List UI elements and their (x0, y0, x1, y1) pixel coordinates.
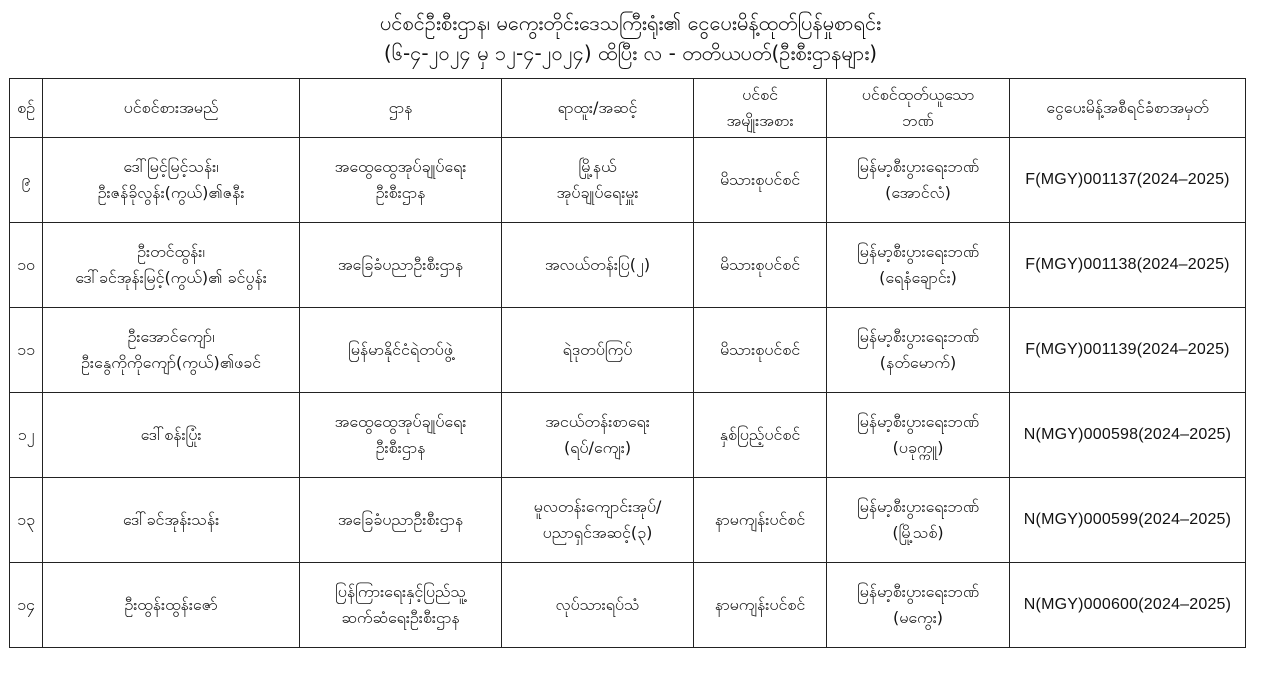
cell-bank-line: (အောင်လံ) (885, 183, 951, 202)
document-title (0, 8, 1261, 68)
pension-report-table (9, 78, 1246, 648)
cell-pension-type-line: မိသားစုပင်စင် (719, 340, 801, 359)
cell-rank (502, 138, 694, 223)
cell-bank-line: (မကွေး) (892, 608, 944, 627)
cell-department-line: ဆက်ဆံရေးဦးစီးဌာန (341, 608, 460, 627)
cell-pensioner-name-line: ဒေါ်စန်းပြုံး (140, 425, 202, 444)
cell-bank-line: မြန်မာ့စီးပွားရေးဘဏ် (856, 242, 980, 261)
cell-pension-type-line: နှစ်ပြည့်ပင်စင် (719, 425, 801, 444)
cell-rank-line: အလယ်တန်းပြ(၂) (544, 255, 651, 274)
cell-serial (10, 223, 43, 308)
cell-serial (10, 308, 43, 393)
cell-rank-line: အငယ်တန်းစာရေး (545, 412, 650, 431)
cell-report-number-line: N(MGY)000600(2024–2025) (1023, 596, 1232, 613)
cell-bank-line: မြန်မာ့စီးပွားရေးဘဏ် (856, 157, 980, 176)
cell-pension-type-line: မိသားစုပင်စင် (719, 170, 801, 189)
cell-pension-type-line: နာမကျန်းပင်စင် (714, 595, 806, 614)
header-report-number: ငွေပေးမိန့်အစီရင်ခံစာအမှတ် (1010, 79, 1246, 138)
cell-bank-line: မြန်မာ့စီးပွားရေးဘဏ် (856, 412, 980, 431)
cell-department (300, 478, 502, 563)
cell-report-number-line: F(MGY)001138(2024–2025) (1025, 256, 1230, 273)
cell-bank (827, 478, 1010, 563)
table-row (10, 478, 1246, 563)
cell-report-number-line: F(MGY)001137(2024–2025) (1025, 171, 1230, 188)
cell-bank-line: မြန်မာ့စီးပွားရေးဘဏ် (856, 582, 980, 601)
table-body (10, 138, 1246, 648)
cell-report-number (1010, 478, 1246, 563)
table-row (10, 308, 1246, 393)
cell-bank-line: (နတ်မောက်) (879, 353, 957, 372)
header-pension-type: ပင်စင် အမျိုးအစား (694, 79, 827, 138)
cell-pensioner-name-line: ဦးထွန်းထွန်းဇော် (124, 595, 218, 614)
cell-pensioner-name-line: ဦးအောင်ကျော်၊ (127, 327, 215, 346)
cell-department (300, 563, 502, 648)
cell-serial-line: ၁၀ (17, 255, 35, 274)
cell-department-line: ဦးစီးဌာန (375, 438, 426, 457)
cell-report-number (1010, 563, 1246, 648)
cell-bank-line: မြန်မာ့စီးပွားရေးဘဏ် (856, 327, 980, 346)
header-pensioner-name: ပင်စင်စားအမည် (43, 79, 300, 138)
cell-department (300, 308, 502, 393)
cell-serial-line: ၁၂ (17, 425, 35, 444)
cell-report-number (1010, 138, 1246, 223)
cell-bank-line: မြန်မာ့စီးပွားရေးဘဏ် (856, 497, 980, 516)
cell-serial (10, 393, 43, 478)
cell-pensioner-name-line: ဒေါ်မြင့်မြင့်သန်း၊ (123, 157, 219, 176)
header-rank: ရာထူး/အဆင့် (502, 79, 694, 138)
table-header-row (10, 79, 1246, 138)
cell-rank (502, 478, 694, 563)
cell-department (300, 393, 502, 478)
cell-department-line: အထွေထွေအုပ်ချုပ်ရေး (334, 157, 467, 176)
table-row (10, 138, 1246, 223)
cell-bank-line: (ရေနံချောင်း) (879, 268, 957, 287)
cell-pension-type-line: မိသားစုပင်စင် (719, 255, 801, 274)
cell-pension-type (694, 478, 827, 563)
cell-pensioner-name-line: ဒေါ်ခင်အုန်းသန်း (122, 510, 220, 529)
cell-bank-line: (မြို့သစ်) (892, 523, 944, 542)
cell-department (300, 223, 502, 308)
cell-serial (10, 563, 43, 648)
cell-report-number-line: N(MGY)000599(2024–2025) (1023, 511, 1232, 528)
cell-pension-type (694, 563, 827, 648)
cell-rank (502, 393, 694, 478)
cell-rank (502, 563, 694, 648)
header-serial: စဉ် (10, 79, 43, 138)
cell-pensioner-name (43, 393, 300, 478)
cell-rank-line: လုပ်သားရပ်သံ (555, 595, 640, 614)
cell-rank-line: ရဲဒုတပ်ကြပ် (562, 340, 633, 359)
cell-pension-type (694, 138, 827, 223)
cell-pensioner-name (43, 478, 300, 563)
cell-department-line: မြန်မာနိုင်ငံရဲတပ်ဖွဲ့ (348, 340, 453, 359)
cell-bank (827, 223, 1010, 308)
cell-rank (502, 223, 694, 308)
cell-report-number (1010, 393, 1246, 478)
cell-pensioner-name-line: ဒေါ်ခင်အုန်းမြင့်(ကွယ်)၏ ခင်ပွန်း (75, 268, 267, 287)
cell-pension-type (694, 223, 827, 308)
cell-department-line: ပြန်ကြားရေးနှင့်ပြည်သူ့ (335, 582, 466, 601)
cell-rank-line: ပညာရှင်အဆင့်(၃) (542, 523, 653, 542)
cell-department-line: ဦးစီးဌာန (375, 183, 426, 202)
cell-bank-line: (ပခုက္ကူ) (892, 438, 944, 457)
cell-bank (827, 308, 1010, 393)
cell-report-number-line: N(MGY)000598(2024–2025) (1023, 426, 1232, 443)
table-row (10, 393, 1246, 478)
cell-department-line: အခြေခံပညာဦးစီးဌာန (337, 510, 464, 529)
cell-report-number (1010, 223, 1246, 308)
cell-department (300, 138, 502, 223)
cell-serial-line: ၁၃ (17, 510, 35, 529)
table-row (10, 223, 1246, 308)
cell-pensioner-name (43, 223, 300, 308)
cell-serial (10, 138, 43, 223)
cell-pensioner-name-line: ဦးနွေကိုကိုကျော်(ကွယ်)၏ဖခင် (81, 353, 261, 372)
header-department: ဌာန (300, 79, 502, 138)
cell-serial-line: ၉ (21, 170, 31, 189)
cell-pensioner-name (43, 563, 300, 648)
cell-report-number-line: F(MGY)001139(2024–2025) (1025, 341, 1230, 358)
cell-serial (10, 478, 43, 563)
title-line-1: ပင်စင်ဦးစီးဌာန၊ မကွေးတိုင်းဒေသကြီးရုံး၏ ငွေပေးမိန့်ထုတ်ပြန်မှုစာရင်း (379, 11, 882, 35)
cell-pensioner-name-line: ဦးတင်ထွန်း၊ (137, 242, 205, 261)
cell-pension-type (694, 308, 827, 393)
cell-serial-line: ၁၄ (17, 595, 35, 614)
cell-pensioner-name-line: ဦးဇန်ခိုလွန်း(ကွယ်)၏ဇနီး (97, 183, 245, 202)
cell-report-number (1010, 308, 1246, 393)
cell-bank (827, 563, 1010, 648)
cell-bank (827, 138, 1010, 223)
cell-rank-line: (ရပ်/ကျေး) (563, 438, 632, 457)
cell-department-line: အခြေခံပညာဦးစီးဌာန (337, 255, 464, 274)
cell-serial-line: ၁၁ (17, 340, 35, 359)
table-row (10, 563, 1246, 648)
title-line-2: (၆-၄-၂၀၂၄ မှ ၁၂-၄-၂၀၂၄) ထိပြီး လ - တတိယပတ်(ဦးစီးဌာနများ) (383, 41, 878, 65)
header-bank: ပင်စင်ထုတ်ယူသော ဘဏ် (827, 79, 1010, 138)
cell-bank (827, 393, 1010, 478)
cell-pension-type-line: နာမကျန်းပင်စင် (714, 510, 806, 529)
cell-department-line: အထွေထွေအုပ်ချုပ်ရေး (334, 412, 467, 431)
cell-rank-line: မြို့နယ် (578, 157, 617, 176)
cell-rank-line: အုပ်ချုပ်ရေးမှူး (556, 183, 639, 202)
cell-rank-line: မူလတန်းကျောင်းအုပ်/ (533, 497, 662, 516)
cell-rank (502, 308, 694, 393)
cell-pensioner-name (43, 138, 300, 223)
cell-pension-type (694, 393, 827, 478)
cell-pensioner-name (43, 308, 300, 393)
